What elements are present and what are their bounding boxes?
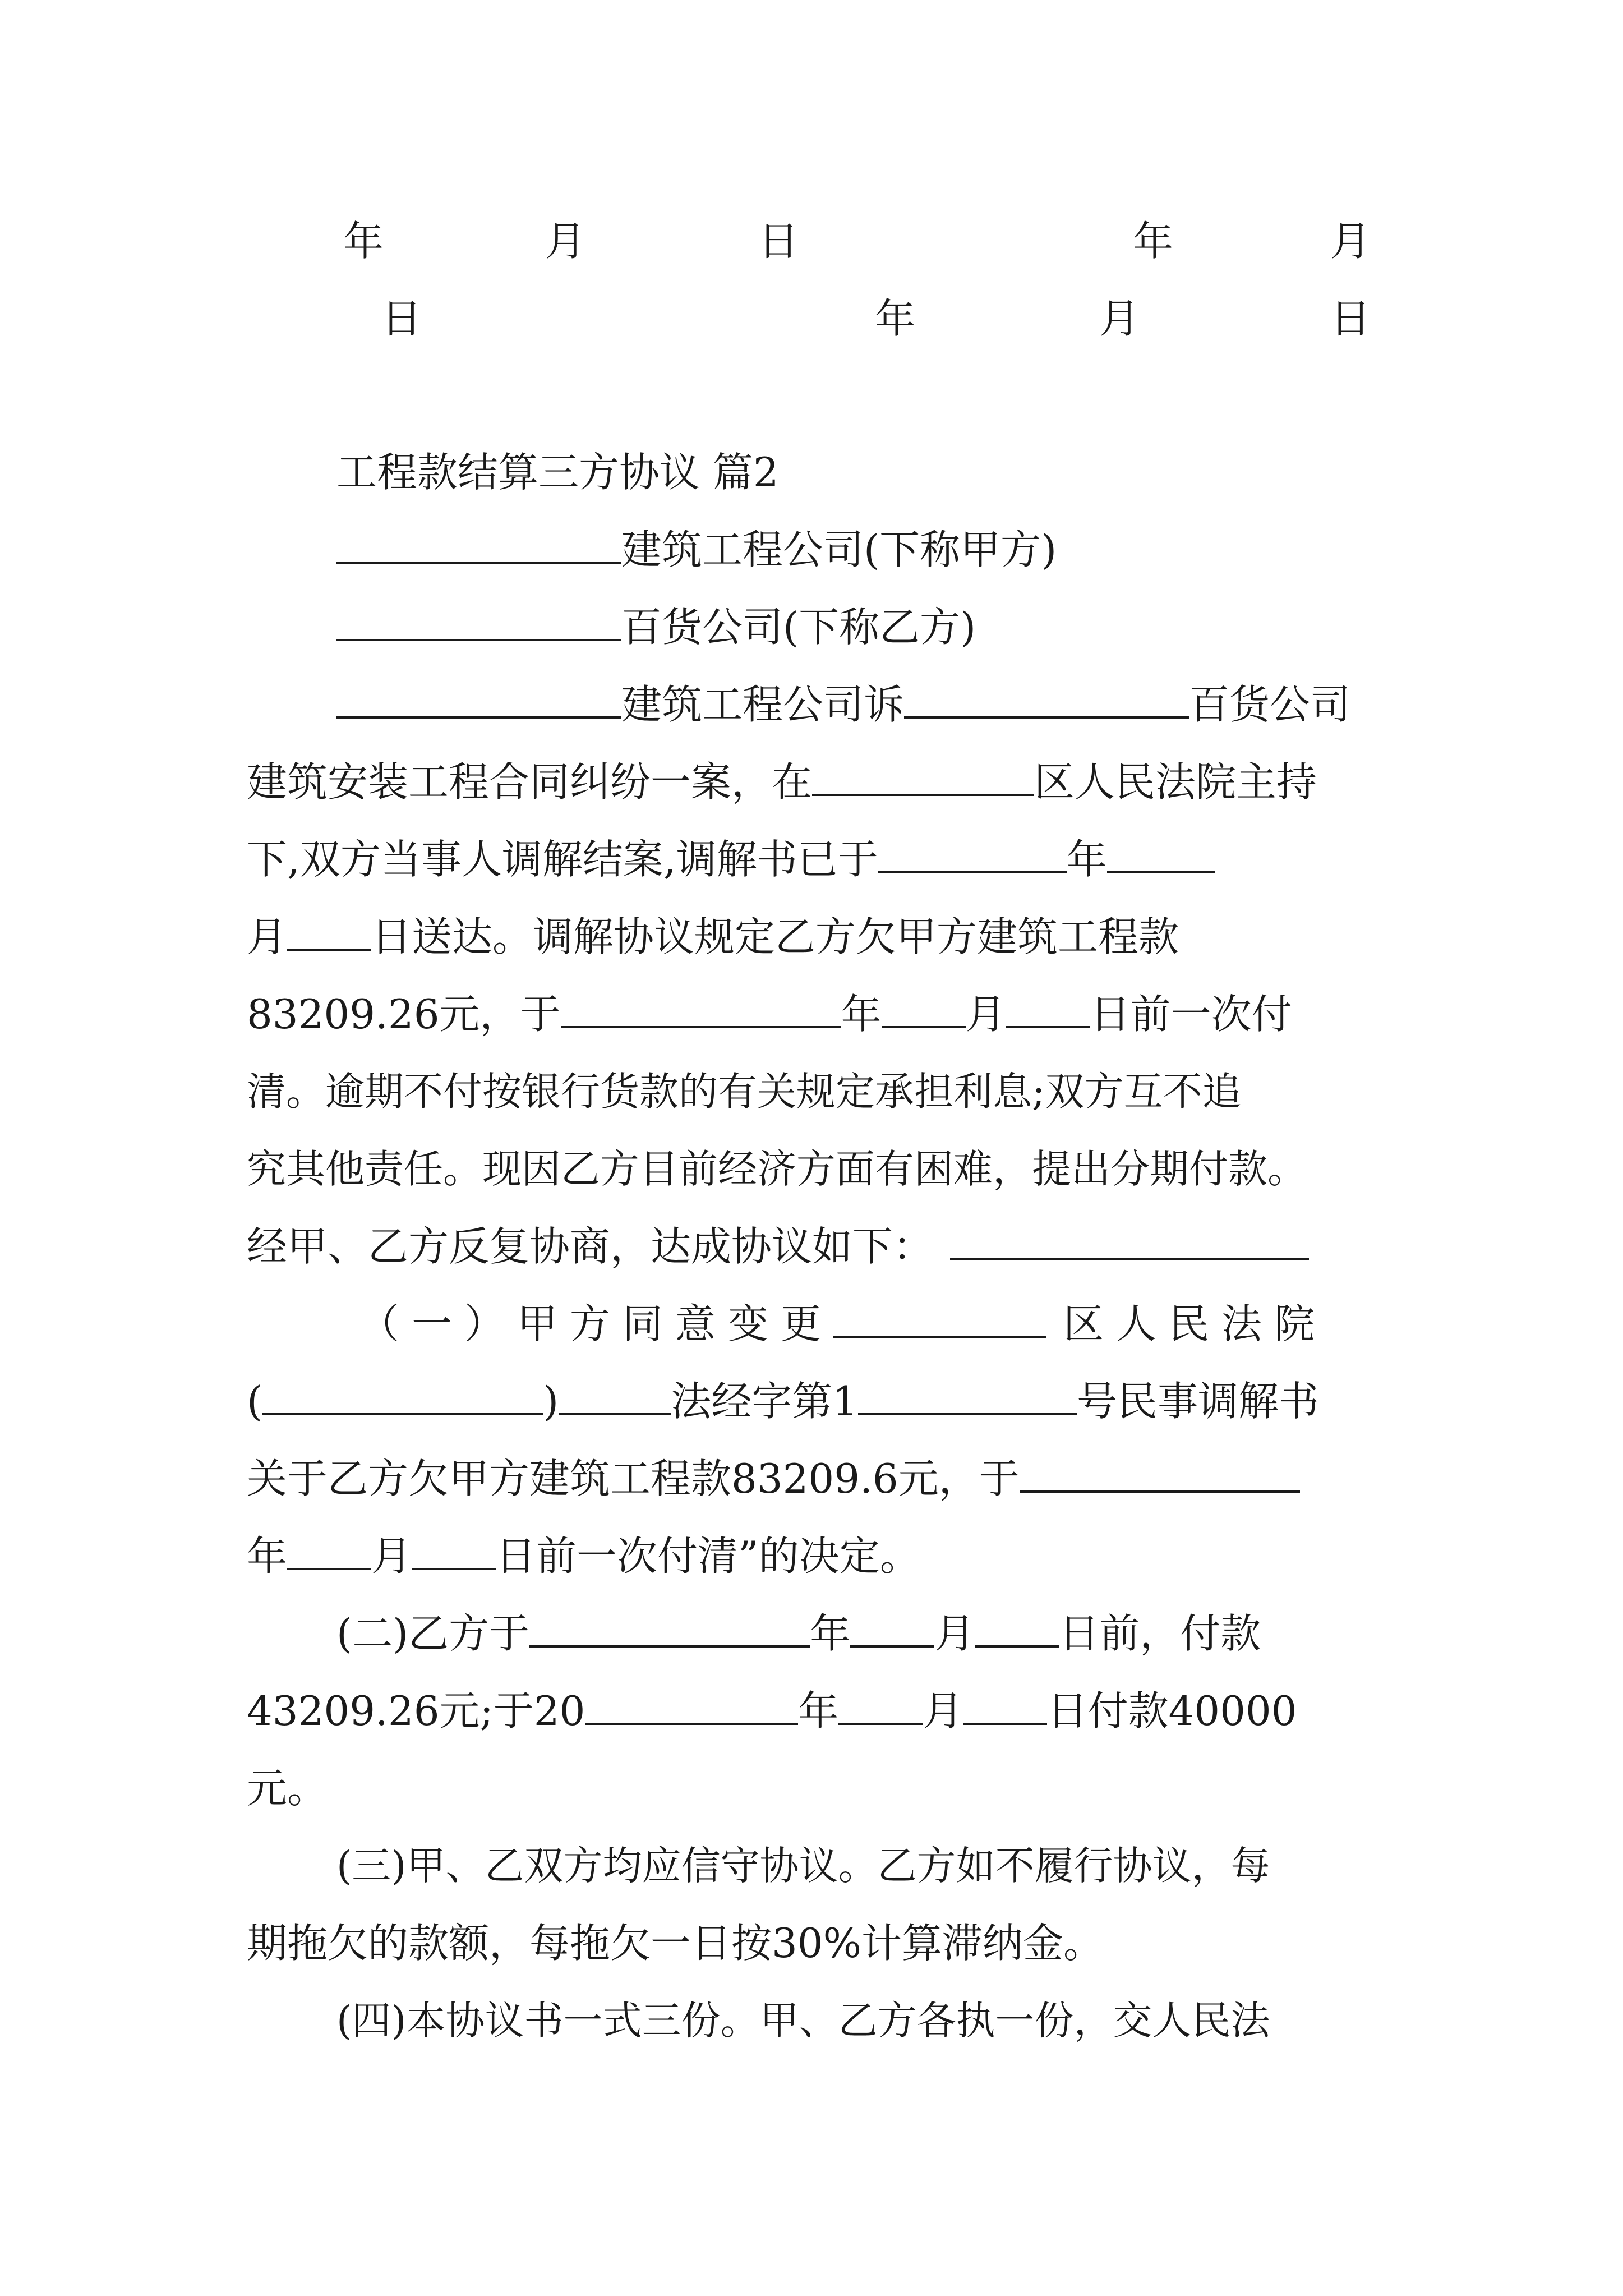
paragraph-line: 下,双方当事人调解结案,调解书已于 年: [247, 820, 1368, 899]
date-month-2: 月: [1330, 218, 1371, 265]
blank-field: [950, 1225, 1309, 1260]
paragraph-line: 月 日送达。调解协议规定乙方欠甲方建筑工程款: [247, 913, 1179, 960]
blank-field: [838, 1689, 923, 1725]
date-month-1: 月: [545, 218, 586, 265]
paragraph-line: 究其他责任。现因乙方目前经济方面有困难，提出分期付款。: [247, 1146, 1307, 1192]
paragraph-line: ( ) 法经字第1 号民事调解书: [247, 1378, 1320, 1425]
blank-field: [559, 1379, 671, 1415]
blank-field: [336, 528, 621, 564]
blank-field: [336, 605, 621, 641]
paragraph-line: 83209.26元，于 年 月 日前一次付: [247, 991, 1292, 1038]
blank-field: [850, 1612, 934, 1648]
paragraph-line: （一）甲方同意变更 区人民法院: [359, 1300, 1327, 1347]
date-year-3: 年: [875, 295, 916, 342]
paragraph-line: 元。: [247, 1765, 328, 1812]
blank-field: [1020, 1457, 1300, 1493]
paragraph-line: 期拖欠的款额，每拖欠一日按30%计算滞纳金。: [247, 1920, 1104, 1967]
party-a-label: 建筑工程公司(下称甲方): [621, 526, 1057, 573]
blank-field: [287, 915, 371, 951]
party-b-label: 百货公司(下称乙方): [621, 604, 976, 651]
party-a-line: [336, 510, 1458, 589]
paragraph-line: 经甲、乙方反复协商，达成协议如下：: [247, 1207, 1368, 1286]
paragraph-line: 清。逾期不付按银行货款的有关规定承担利息;双方互不追: [247, 1069, 1242, 1115]
blank-field: [287, 1534, 371, 1570]
paragraph-line: (三)甲、乙双方均应信守协议。乙方如不履行协议，每: [336, 1843, 1270, 1889]
blank-field: [904, 683, 1189, 719]
blank-field: [561, 992, 841, 1028]
blank-field: [833, 1302, 1046, 1338]
blank-field: [262, 1379, 543, 1415]
paragraph-line: 年 月 日前一次付清”的决定。: [247, 1533, 920, 1580]
blank-field: [812, 760, 1034, 796]
paragraph-line: 43209.26元;于20 年 月 日付款40000: [247, 1687, 1297, 1734]
date-year-2: 年: [1133, 218, 1174, 265]
blank-field: [412, 1534, 496, 1570]
paragraph-line: 关于乙方欠甲方建筑工程款83209.6元，于: [247, 1439, 1368, 1518]
date-day-2: 日: [381, 295, 422, 342]
blank-field: [963, 1689, 1047, 1725]
paragraph-line: 建筑安装工程合同纠纷一案，在 区人民法院主持: [247, 758, 1317, 806]
date-year-1: 年: [343, 218, 384, 265]
paragraph-line: (二)乙方于 年 月 日前，付款: [336, 1610, 1261, 1657]
blank-field: [975, 1612, 1059, 1648]
section-heading: 工程款结算三方协议 篇2: [336, 449, 779, 496]
paragraph-line: (四)本协议书一式三份。甲、乙方各执一份，交人民法: [336, 1998, 1270, 2044]
blank-field: [1107, 838, 1215, 873]
party-b-line: [336, 588, 1458, 666]
blank-field: [858, 1379, 1077, 1415]
blank-field: [1006, 992, 1090, 1028]
blank-field: [336, 683, 621, 719]
blank-field: [585, 1689, 798, 1725]
date-day-3: 日: [1330, 295, 1371, 342]
blank-field: [878, 838, 1067, 873]
paragraph-line: 建筑工程公司诉 百货公司: [336, 665, 1368, 744]
date-day-1: 日: [758, 218, 799, 265]
blank-field: [529, 1612, 810, 1648]
blank-field: [882, 992, 966, 1028]
date-month-3: 月: [1099, 295, 1140, 342]
